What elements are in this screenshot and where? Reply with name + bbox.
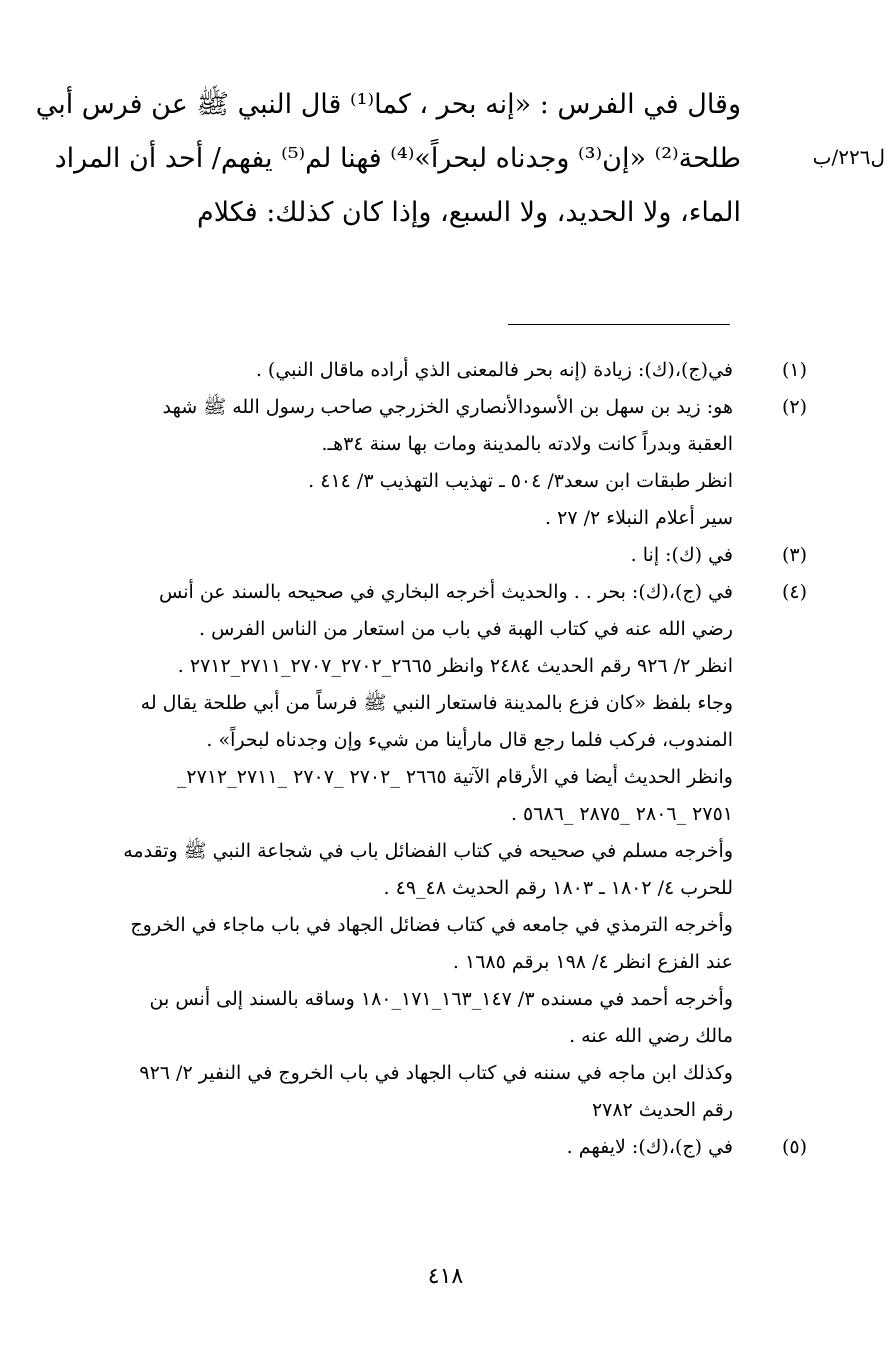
footnote-4: [53, 574, 807, 1129]
footnote-number: (١): [781, 359, 807, 381]
footnote-line: ٢٧٥١ _٢٨٠٦ _٢٨٧٥ _٥٦٨٦ .: [510, 803, 733, 825]
footnote-5: [53, 1129, 807, 1166]
footnote-line: رقم الحديث ٢٧٨٢: [591, 1099, 733, 1121]
footnotes: [53, 352, 807, 1166]
footnote-line: المندوب، فركب فلما رجع قال مارأينا من شيء وإن وجدناه لبحراً» .: [206, 729, 733, 751]
footnote-line: العقبة وبدراً كانت ولادته بالمدينة ومات بها سنة ٣٤هـ.: [321, 433, 733, 455]
footnote-line: سير أعلام النبلاء ٢/ ٢٧ .: [545, 507, 733, 529]
footnote-line: وأخرجه الترمذي في جامعه في كتاب فضائل الجهاد في باب ماجاء في الخروج: [130, 914, 733, 936]
footnote-line: وجاء بلفظ «كان فزع بالمدينة فاستعار النبي ﷺ فرساً من أبي طلحة يقال له: [140, 692, 733, 714]
footnote-number: (٤): [781, 581, 807, 603]
manuscript-folio-note: ل٢٢٦/ب: [812, 145, 885, 169]
footnote-3: [53, 537, 807, 574]
footnote-number: (٥): [781, 1136, 807, 1158]
main-text-line: وقال في الفرس : «إنه بحر ، كما⁽¹⁾ قال النبي ﷺ عن فرس أبي: [35, 89, 741, 120]
footnote-1: [53, 352, 807, 389]
footnote-line: في (ج)،(ك): لايفهم .: [566, 1136, 733, 1158]
footnote-line: وكذلك ابن ماجه في سننه في كتاب الجهاد في باب الخروج في النفير ٢/ ٩٢٦: [139, 1062, 733, 1084]
footnote-line: انظر طبقات ابن سعد٣/ ٥٠٤ ـ تهذيب التهذيب ٣/ ٤١٤ .: [308, 470, 733, 492]
main-text: [35, 78, 741, 240]
footnote-line: عند الفزع انظر ٤/ ١٩٨ برقم ١٦٨٥ .: [452, 951, 733, 973]
footnote-line: وأخرجه مسلم في صحيحه في كتاب الفضائل باب في شجاعة النبي ﷺ وتقدمه: [123, 840, 733, 862]
main-text-line: طلحة⁽²⁾ «إن⁽³⁾ وجدناه لبحراً»⁽⁴⁾ فهنا لم⁽⁵⁾ يفهم/ أحد أن المراد: [54, 143, 741, 174]
footnote-line: مالك رضي الله عنه .: [569, 1025, 733, 1047]
footnote-line: وانظر الحديث أيضا في الأرقام الآتية ٢٦٦٥ _٢٧٠٢ _٢٧٠٧ _٢٧١١_٢٧١٢_: [176, 766, 733, 788]
footnote-line: في (ج)،(ك): بحر . . والحديث أخرجه البخاري في صحيحه بالسند عن أنس: [159, 581, 733, 603]
footnote-line: وأخرجه أحمد في مسنده ٣/ ١٤٧_١٦٣_١٧١_١٨٠ وساقه بالسند إلى أنس بن: [149, 988, 733, 1010]
footnote-line: في(ج)،(ك): زيادة (إنه بحر فالمعنى الذي أراده ماقال النبي) .: [255, 359, 733, 381]
footnote-number: (٣): [781, 544, 807, 566]
footnote-line: في (ك): إنا .: [630, 544, 733, 566]
footnote-line: للحرب ٤/ ١٨٠٢ ـ ١٨٠٣ رقم الحديث ٤٨_٤٩ .: [383, 877, 733, 899]
footnote-number: (٢): [781, 396, 807, 418]
page-number: ٤١٨: [427, 1264, 464, 1289]
footnote-2: [53, 389, 807, 537]
footnote-line: انظر ٢/ ٩٢٦ رقم الحديث ٢٤٨٤ وانظر ٢٦٦٥_٢٧٠٢_٢٧٠٧_٢٧١١_٢٧١٢ .: [177, 655, 733, 677]
footnote-line: هو: زيد بن سهل بن الأسودالأنصاري الخزرجي صاحب رسول الله ﷺ شهد: [162, 396, 733, 418]
footnote-line: رضي الله عنه في كتاب الهبة في باب من استعار من الناس الفرس .: [199, 618, 733, 640]
main-text-line: الماء، ولا الحديد، ولا السبع، وإذا كان كذلك: فكلام: [196, 197, 741, 228]
footnote-divider: [508, 324, 730, 325]
